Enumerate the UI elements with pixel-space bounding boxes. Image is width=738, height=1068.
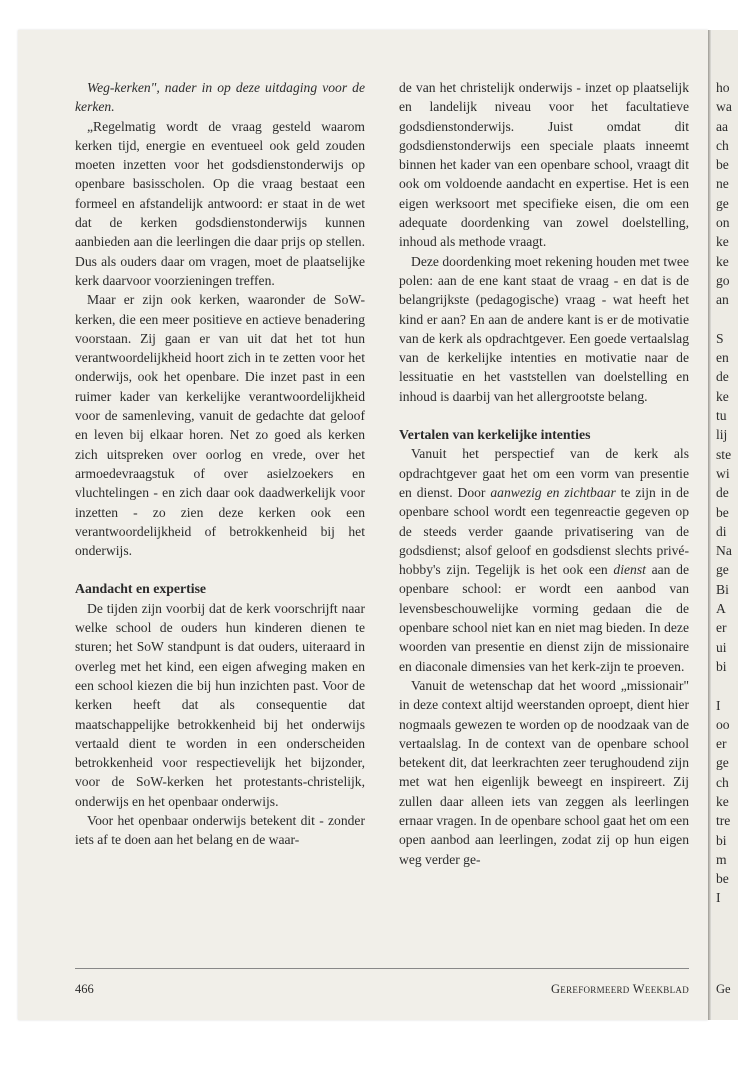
page-number: 466 bbox=[75, 982, 94, 996]
next-page-line: ho bbox=[716, 80, 730, 95]
article-lead: Weg-kerken", nader in op deze uitdaging voor de kerken. bbox=[75, 80, 365, 115]
next-page-line: Bi bbox=[716, 581, 729, 597]
next-page-line: er bbox=[716, 736, 727, 752]
next-page-line: go bbox=[716, 272, 730, 288]
next-page-footer: Ge bbox=[716, 982, 731, 996]
next-page-line: ke bbox=[716, 388, 729, 404]
next-page-line: on bbox=[716, 215, 730, 231]
paragraph: „Regelmatig wordt de vraag gesteld waarom kerken tijd, energie en eventueel ook geld zouden moeten inzetten voor het godsdienstonderwijs op openbare basisscholen. Op die vraag bestaat een formeel en afstandelijk antwoord: er staat in de wet dat de kerken godsdienstonderwijs kunnen aanbieden aan die leerlingen die daar prijs op stellen. Dus als ouders daar om vragen, moet de plaatselijke kerk daarvoor voorzieningen treffen. bbox=[75, 118, 365, 288]
next-page-line: ke bbox=[716, 253, 729, 269]
next-page-text bbox=[716, 78, 732, 908]
next-page-line: de bbox=[716, 485, 729, 501]
next-page-line: ge bbox=[716, 755, 729, 771]
next-page-line: lij bbox=[716, 427, 728, 443]
right-column bbox=[399, 78, 689, 869]
next-page-line: ne bbox=[716, 176, 729, 192]
next-page-line: A bbox=[716, 601, 726, 617]
paragraph: Deze doordenking moet rekening houden met twee polen: aan de ene kant staat de vraag - en dat is de belangrijkste (pedagogische) vraag - wat heeft het kind er aan? En aan de andere kant is er de motivatie van de kerk als opdrachtgever. Een goede vertaalslag van de kerkelijke intenties en motivatie naar de lessituatie en het vaststellen van doelstelling en inhoud is daarbij van het allergrootste belang. bbox=[399, 253, 689, 404]
next-page-line: oo bbox=[716, 716, 730, 732]
section-heading: Aandacht en expertise bbox=[75, 581, 207, 597]
next-page-line: Na bbox=[716, 543, 732, 559]
next-page-line: be bbox=[716, 504, 729, 520]
next-page-line: I bbox=[716, 697, 721, 713]
next-page-line: ge bbox=[716, 195, 729, 211]
next-page-line bbox=[716, 310, 732, 329]
next-page-line: S bbox=[716, 330, 724, 346]
next-page-line: ke bbox=[716, 793, 729, 809]
next-page-line: bi bbox=[716, 832, 727, 848]
next-page-line bbox=[716, 676, 732, 695]
next-page-line: di bbox=[716, 523, 727, 539]
next-page-line: wa bbox=[716, 99, 732, 115]
next-page-line: bi bbox=[716, 658, 727, 674]
paragraph: Maar er zijn ook kerken, waaronder de SoW-kerken, die een meer positieve en actieve benadering voorstaan. Zij gaan er van uit dat het tot hun verantwoordelijkheid hoort zich in te zetten voor het onderwijs, ook het openbare. Die inzet past in een ruimer kader van kerkelijke verantwoordelijkheid voor de samenleving, vanuit de gedachte dat geloof en leven bij elkaar horen. Net zo goed als kerken zich uitspreken over oorlog en vrede, over het armoedevraagstuk of over asielzoekers en vluchtelingen - en zich daar ook daadwerkelijk voor inzetten - zo zien deze kerken ook een verantwoordelijkheid of betrokkenheid bij het onderwijs. bbox=[75, 292, 365, 559]
paragraph: De tijden zijn voorbij dat de kerk voorschrijft naar welke school de ouders hun kinderen dienen te sturen; het SoW standpunt is dat ouders, uiteraard in overleg met het kind, een eigen afweging maken en een school kiezen die bij hun inzichten past. Voor de kerken heeft dat als consequentie dat maatschappelijke betrokkenheid bij het onderwijs vertaald dient te worden in een onderscheiden betrokkenheid voor respectievelijk het bijzonder, voor de SoW-kerken het protestants-christelijk, onderwijs en het openbaar onderwijs. bbox=[75, 600, 365, 809]
next-page-line: ch bbox=[716, 774, 729, 790]
next-page-line: an bbox=[716, 292, 729, 308]
section-heading: Vertalen van kerkelijke intenties bbox=[399, 427, 591, 443]
left-column bbox=[75, 78, 365, 850]
next-page-line: tre bbox=[716, 813, 731, 829]
next-page-line: ch bbox=[716, 137, 729, 153]
paragraph: de van het christelijk onderwijs - inzet op plaatselijk en landelijk niveau voor het facultatieve godsdienstonderwijs. Juist omdat dit godsdienstonderwijs een speciale plaats inneemt binnen het kader van een openbare school, vraagt dit ook om voldoende aandacht en expertise. Het is een eigen werksoort met specifieke eisen, die om een adequate doordenking van zowel doelstelling, inhoud als methode vraagt. bbox=[399, 80, 689, 250]
emphasis: aanwezig en zichtbaar bbox=[490, 484, 616, 500]
footer-rule bbox=[75, 968, 689, 969]
next-page-line: m bbox=[716, 851, 727, 867]
paragraph: Vanuit de wetenschap dat het woord „missionair" in deze context altijd weerstanden oproept, dient hier nogmaals gewezen te worden op de noodzaak van de vertaalslag. In de context van de openbare school betekent dit, dat leerkrachten zeer terughoudend zijn met wat hen eigenlijk beweegt en inspireert. Zij zullen daar alleen iets van zeggen als leerlingen ernaar vragen. In de openbare school gaat het om een open aanbod aan leerlingen, zodat zij op hun eigen weg verder ge- bbox=[399, 677, 689, 867]
magazine-name: Gereformeerd Weekblad bbox=[550, 982, 689, 996]
next-page-line: ui bbox=[716, 639, 727, 655]
paragraph: Voor het openbaar onderwijs betekent dit - zonder iets af te doen aan het belang en de waar- bbox=[75, 812, 365, 848]
emphasis: dienst bbox=[613, 562, 646, 578]
next-page-line: ste bbox=[716, 446, 732, 462]
paragraph: Vanuit het perspectief van de kerk als opdrachtgever gaat het om een vorm van presentie en dienst. Door aanwezig en zichtbaar te zijn in de openbare school wordt een tegenreactie gegeven op de steeds verder gaande privatisering van de godsdienst; alsof geloof en godsdienst slechts privé-hobby's zijn. Tegelijk is het ook een dienst aan de openbare school: er wordt een aanbod van levensbeschouwelijke vorming gedaan die de openbare school niet kan en niet mag bieden. In deze woorden van presentie en dienst zijn de missionaire en diaconale dimensies van het kerk-zijn te proeven. bbox=[399, 446, 689, 674]
next-page-line: wi bbox=[716, 465, 730, 481]
next-page-line: en bbox=[716, 350, 729, 366]
next-page-line: aa bbox=[716, 118, 729, 134]
next-page-line: tu bbox=[716, 408, 727, 424]
next-page-line: be bbox=[716, 871, 729, 887]
next-page-line: er bbox=[716, 620, 727, 636]
next-page-line: de bbox=[716, 369, 729, 385]
next-page-line: be bbox=[716, 157, 729, 173]
next-page-line: ke bbox=[716, 234, 729, 250]
next-page-line: I bbox=[716, 890, 721, 906]
next-page-line: ge bbox=[716, 562, 729, 578]
